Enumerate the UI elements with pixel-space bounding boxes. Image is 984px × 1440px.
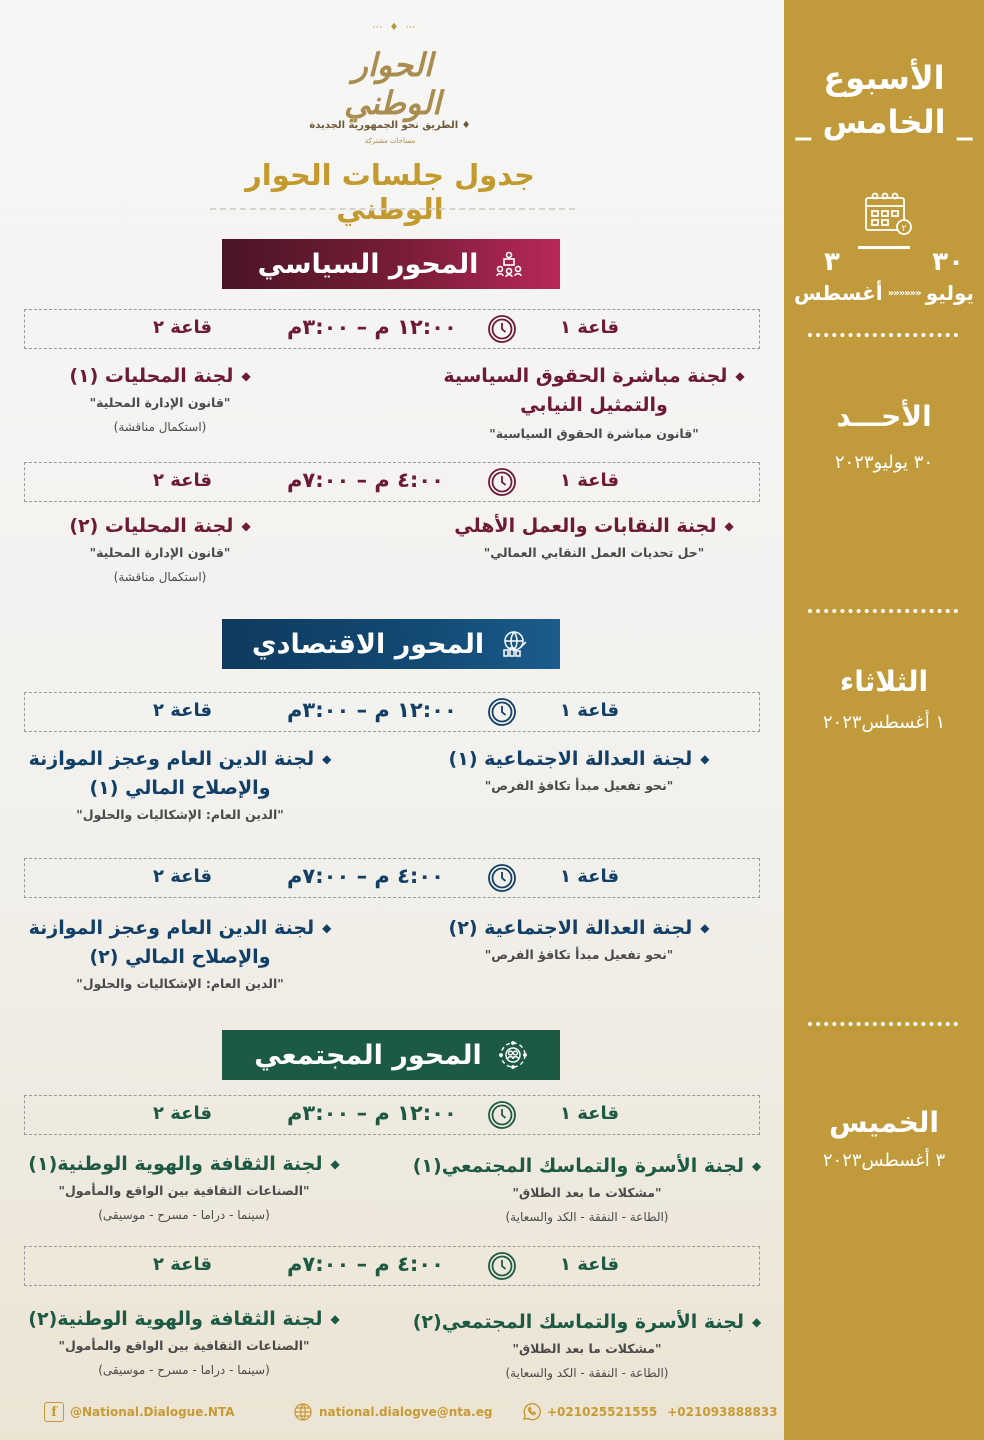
hall-2-label: قاعة ٢ (153, 1254, 213, 1275)
clock-icon (487, 1100, 517, 1130)
time-slot-bar (24, 692, 760, 732)
title-divider (210, 208, 575, 210)
axis-banner-social (222, 1030, 560, 1080)
committee-entry (14, 1150, 354, 1227)
dotted-divider (808, 333, 958, 337)
committee-topic: "قانون الإدارة المحلية" (89, 545, 231, 560)
committee-entry (414, 914, 744, 967)
committee-entry (20, 745, 340, 827)
hall-1-label: قاعة ١ (559, 470, 619, 491)
email-link[interactable] (293, 1402, 492, 1422)
committee-name-line2: والتمثيل النيابي (520, 394, 668, 416)
committee-note: (الطاعة - النفقة - الكد والسعاية) (505, 1366, 669, 1380)
committee-topic: "مشكلات ما بعد الطلاق" (512, 1341, 662, 1356)
time-range: ٤:٠٠ م – ٧:٠٠م (287, 864, 444, 888)
committee-name: لجنة العدالة الاجتماعية (١) (448, 748, 693, 770)
phone-number-1[interactable]: +021025521555 (547, 1405, 658, 1419)
committee-topic: "الصناعات الثقافية بين الواقع والمأمول" (58, 1183, 310, 1198)
day-tuesday: الثلاثاء (839, 665, 929, 698)
committee-entry (434, 512, 754, 565)
clock-icon (487, 697, 517, 727)
diamond-bullet-icon: ◆ (752, 1315, 762, 1329)
phone-contacts (521, 1402, 778, 1422)
committee-note: (الطاعة - النفقة - الكد والسعاية) (505, 1210, 669, 1224)
day-sunday: الأحـــد (836, 400, 932, 433)
dotted-divider (808, 1022, 958, 1026)
clock-icon (487, 863, 517, 893)
committee-name: لجنة الأسرة والتماسك المجتمعي(٢) (412, 1311, 745, 1333)
clock-icon (487, 467, 517, 497)
national-dialogue-logo: الحوار الوطني (344, 46, 441, 122)
diamond-bullet-icon: ◆ (330, 1312, 340, 1326)
diamond-bullet-icon: ◆ (752, 1159, 762, 1173)
committee-topic: "الدين العام: الإشكاليات والحلول" (76, 807, 284, 822)
axis-banner-economic (222, 619, 560, 669)
clock-icon (487, 1251, 517, 1281)
hall-2-label: قاعة ٢ (153, 317, 213, 338)
diamond-bullet-icon: ◆ (241, 369, 251, 383)
axis-banner-political (222, 239, 560, 289)
committee-name: لجنة المحليات (٢) (69, 515, 234, 537)
committee-entry (414, 745, 744, 798)
hall-2-label: قاعة ٢ (153, 700, 213, 721)
time-slot-bar (24, 858, 760, 898)
committee-note: (استكمال مناقشة) (113, 420, 207, 434)
diamond-bullet-icon: ◆ (322, 752, 332, 766)
logo-tagline: ♦ الطريق نحو الجمهورية الجديدة (309, 120, 471, 131)
time-slot-bar (24, 309, 760, 349)
date-range (794, 281, 974, 305)
time-range: ١٢:٠٠ م – ٣:٠٠م (287, 698, 457, 722)
page-title: جدول جلسات الحوار الوطني (245, 158, 535, 226)
day-thursday: الخميس (828, 1106, 940, 1139)
hall-2-label: قاعة ٢ (153, 866, 213, 887)
committee-name: لجنة الثقافة والهوية الوطنية(٢) (28, 1308, 323, 1330)
date-range-divider (858, 246, 910, 249)
committee-name: لجنة الثقافة والهوية الوطنية(١) (28, 1153, 323, 1175)
committee-entry (14, 1305, 354, 1382)
range-end-day: ٣ (824, 247, 840, 277)
week-sidebar (784, 0, 984, 1440)
range-start-day: ٣٠ (932, 247, 964, 277)
committee-topic: "قانون الإدارة المحلية" (89, 395, 231, 410)
time-slot-bar (24, 1246, 760, 1286)
whatsapp-icon (521, 1402, 541, 1422)
time-range: ١٢:٠٠ م – ٣:٠٠م (287, 315, 457, 339)
axis-title: المحور السياسي (257, 248, 479, 280)
committee-name: لجنة النقابات والعمل الأهلي (454, 515, 717, 537)
podium-people-icon (494, 249, 524, 279)
committee-name: لجنة المحليات (١) (69, 365, 234, 387)
axis-title: المحور المجتمعي (254, 1039, 482, 1071)
committee-name: لجنة الدين العام وعجز الموازنة (28, 748, 315, 770)
axis-title: المحور الاقتصادي (251, 628, 485, 660)
committee-topic: "نحو تفعيل مبدأ تكافؤ الفرص" (484, 778, 674, 793)
committee-name: لجنة العدالة الاجتماعية (٢) (448, 917, 693, 939)
committee-entry (20, 914, 340, 996)
time-range: ٤:٠٠ م – ٧:٠٠م (287, 468, 444, 492)
committee-note: (سينما - دراما - مسرح - موسيقى) (98, 1363, 270, 1377)
phone-number-2[interactable]: +021093888833 (667, 1405, 778, 1419)
committee-entry (402, 1308, 772, 1385)
diamond-bullet-icon: ◆ (700, 752, 710, 766)
committee-entry (402, 1152, 772, 1229)
committee-entry (434, 362, 754, 446)
facebook-link[interactable] (44, 1402, 235, 1422)
committee-note: (سينما - دراما - مسرح - موسيقى) (98, 1208, 270, 1222)
dotted-divider (808, 609, 958, 613)
community-network-icon (498, 1040, 528, 1070)
time-slot-bar (24, 1095, 760, 1135)
date-tuesday: ١ أغسطس٢٠٢٣ (822, 712, 946, 733)
date-sunday: ٣٠ يوليو٢٠٢٣ (834, 452, 934, 473)
diamond-bullet-icon: ◆ (330, 1157, 340, 1171)
committee-name: لجنة مباشرة الحقوق السياسية (443, 365, 728, 387)
range-start-month: يوليو (925, 281, 974, 305)
facebook-handle: @National.Dialogue.NTA (70, 1405, 235, 1419)
week-label: الأسبوع _ الخامس _ (795, 59, 973, 141)
range-arrows-icon: «««««« (887, 287, 921, 299)
committee-note: (استكمال مناقشة) (113, 570, 207, 584)
committee-topic: "مشكلات ما بعد الطلاق" (512, 1185, 662, 1200)
date-thursday: ٣ أغسطس٢٠٢٣ (822, 1150, 946, 1171)
hall-2-label: قاعة ٢ (153, 470, 213, 491)
committee-name-line2: والإصلاح المالي (١) (89, 777, 271, 799)
hall-2-label: قاعة ٢ (153, 1103, 213, 1124)
time-range: ١٢:٠٠ م – ٣:٠٠م (287, 1101, 457, 1125)
emblem-ornament: ⋯ ♦ ⋯ (372, 22, 418, 33)
svg-text:٢: ٢ (901, 224, 907, 234)
hall-1-label: قاعة ١ (559, 1254, 619, 1275)
diamond-bullet-icon: ◆ (322, 921, 332, 935)
diamond-bullet-icon: ◆ (700, 921, 710, 935)
globe-chart-icon (500, 629, 530, 659)
time-range: ٤:٠٠ م – ٧:٠٠م (287, 1252, 444, 1276)
diamond-bullet-icon: ◆ (724, 519, 734, 533)
committee-entry (60, 362, 260, 439)
committee-name: لجنة الأسرة والتماسك المجتمعي(١) (412, 1155, 745, 1177)
globe-icon (293, 1402, 313, 1422)
hall-1-label: قاعة ١ (559, 700, 619, 721)
hall-1-label: قاعة ١ (559, 866, 619, 887)
committee-name: لجنة الدين العام وعجز الموازنة (28, 917, 315, 939)
diamond-bullet-icon: ◆ (241, 519, 251, 533)
hall-1-label: قاعة ١ (559, 1103, 619, 1124)
committee-topic: "حل تحديات العمل النقابي العمالي" (483, 545, 705, 560)
calendar-icon (862, 192, 916, 238)
committee-entry (60, 512, 260, 589)
diamond-bullet-icon: ◆ (735, 369, 745, 383)
committee-name-line2: والإصلاح المالي (٢) (89, 946, 271, 968)
committee-topic: "الدين العام: الإشكاليات والحلول" (76, 976, 284, 991)
email-address: national.dialogve@nta.eg (319, 1405, 493, 1419)
committee-topic: "نحو تفعيل مبدأ تكافؤ الفرص" (484, 947, 674, 962)
facebook-icon: f (44, 1402, 64, 1422)
time-slot-bar (24, 462, 760, 502)
range-end-month: أغسطس (794, 281, 883, 305)
committee-topic: "الصناعات الثقافية بين الواقع والمأمول" (58, 1338, 310, 1353)
clock-icon (487, 314, 517, 344)
hall-1-label: قاعة ١ (559, 317, 619, 338)
committee-topic: "قانون مباشرة الحقوق السياسية" (489, 426, 699, 441)
logo-subtagline: مساحات مشتركة (364, 137, 416, 145)
